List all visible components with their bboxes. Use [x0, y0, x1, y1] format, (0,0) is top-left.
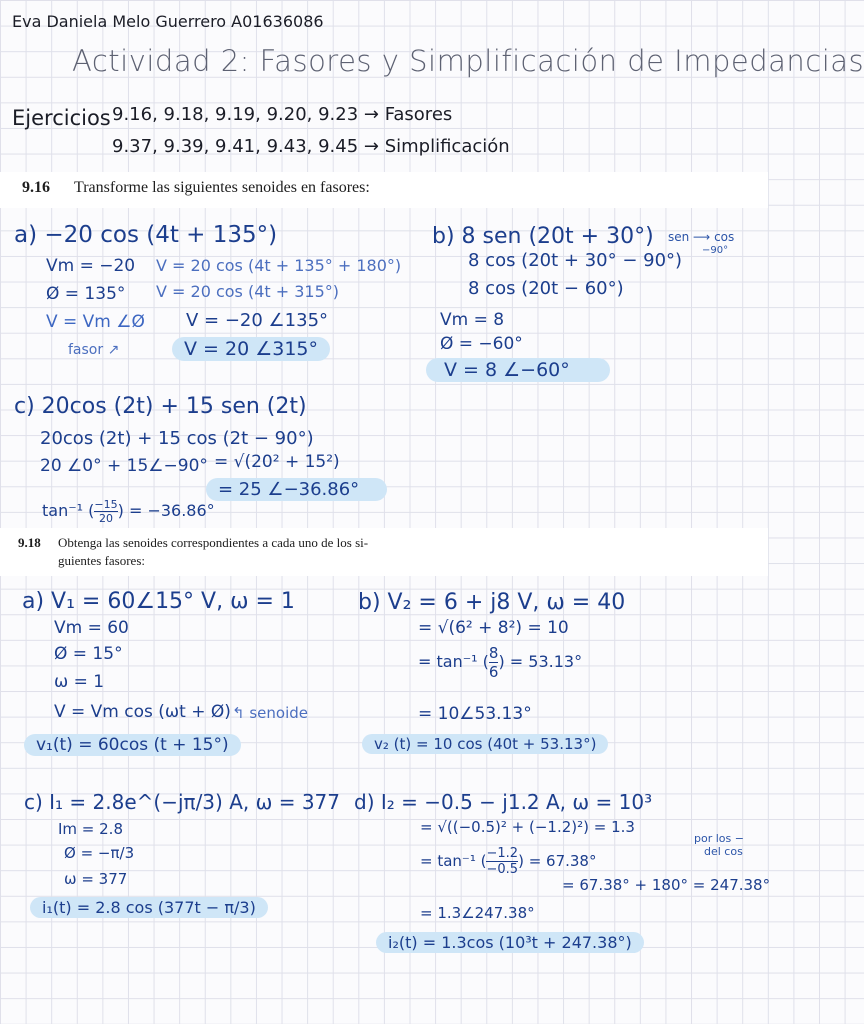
part-b-step1: 8 cos (20t + 30° − 90°)	[468, 250, 683, 271]
q918-c-phi: Ø = −π/3	[64, 844, 135, 862]
q918-b-result: v₂ (t) = 10 cos (40t + 53.13°)	[362, 734, 608, 754]
q918-c-result: i₁(t) = 2.8 cos (377t − π/3)	[30, 897, 268, 918]
part-a-step2: V = 20 cos (4t + 315°)	[156, 282, 340, 301]
q918-c-w: ω = 377	[64, 870, 128, 888]
tan-numerator: −1.2	[486, 846, 519, 861]
q918-c-header: c) I₁ = 2.8e^(−jπ/3) A, ω = 377	[24, 790, 340, 814]
exercises-line-simplificacion: 9.37, 9.39, 9.41, 9.43, 9.45 → Simplificación	[112, 136, 510, 157]
q918-c-im: Im = 2.8	[58, 820, 123, 838]
tan-result: = 53.13°	[509, 652, 583, 671]
q918-d-step3: = 67.38° + 180° = 247.38°	[562, 876, 771, 894]
problem-916-statement	[0, 172, 768, 208]
part-b-vm: Vm = 8	[440, 310, 505, 330]
part-b-result: V = 8 ∠−60°	[426, 358, 610, 382]
part-a-phi: Ø = 135°	[46, 284, 126, 304]
tan-numerator: −15	[94, 498, 118, 511]
part-a-result: V = 20 ∠315°	[172, 337, 330, 361]
por-los-note: por los −	[694, 832, 744, 845]
part-c-step3: = √(20² + 15²)	[214, 452, 340, 472]
part-b-header: b) 8 sen (20t + 30°)	[432, 224, 654, 249]
problem-918-statement	[0, 528, 768, 576]
problem-number: 9.16	[22, 179, 50, 196]
del-cos-note: del cos	[704, 845, 743, 858]
sen-to-cos-note: sen ⟶ cos	[668, 230, 735, 244]
q918-a-phi: Ø = 15°	[54, 644, 123, 664]
tan-fraction	[489, 644, 499, 681]
tan-result: = 67.38°	[528, 852, 597, 870]
tan-denominator: 6	[488, 663, 499, 681]
fasor-note: fasor ↗	[68, 342, 120, 358]
part-a-vm: Vm = −20	[46, 256, 136, 276]
senoide-note: ↰ senoide	[232, 704, 308, 722]
tan-prefix: tan⁻¹	[42, 501, 84, 520]
problem-statement-line2: guientes fasores:	[58, 553, 146, 568]
q918-d-header: d) I₂ = −0.5 − j1.2 A, ω = 10³	[354, 790, 653, 814]
part-c-step1: 20cos (2t) + 15 cos (2t − 90°)	[40, 428, 314, 449]
q918-d-step4: = 1.3∠247.38°	[420, 904, 535, 922]
tan-prefix: = tan⁻¹	[418, 652, 478, 671]
part-a-v1: V = −20 ∠135°	[186, 310, 329, 331]
q918-a-w: ω = 1	[54, 672, 105, 692]
exercises-line-fasores: 9.16, 9.18, 9.19, 9.20, 9.23 → Fasores	[112, 104, 453, 125]
problem-number: 9.18	[18, 535, 41, 550]
q918-a-vm: Vm = 60	[54, 618, 129, 638]
q918-b-step1: = √(6² + 8²) = 10	[418, 618, 569, 638]
part-a-header: a) −20 cos (4t + 135°)	[14, 222, 278, 248]
part-a-step1: V = 20 cos (4t + 135° + 180°)	[156, 256, 402, 275]
part-a-v-formula: V = Vm ∠Ø	[46, 312, 145, 332]
tan-prefix: = tan⁻¹	[420, 852, 476, 870]
problem-statement: Transforme las siguientes senoides en fasores:	[74, 179, 370, 196]
tan-fraction	[94, 498, 117, 525]
problem-statement-line1: Obtenga las senoides correspondientes a cada uno de los si-	[58, 535, 369, 550]
tan-fraction	[486, 846, 518, 877]
q918-a-result: v₁(t) = 60cos (t + 15°)	[24, 734, 241, 756]
part-c-step2: 20 ∠0° + 15∠−90°	[40, 456, 208, 476]
part-c-tan: tan⁻¹ ( $\frac{-15}{20}$ ) = −36.86°	[42, 498, 215, 525]
part-b-phi: Ø = −60°	[440, 334, 523, 354]
exercises-label: Ejercicios	[12, 106, 111, 130]
tan-denominator: 20	[94, 511, 117, 525]
page-title: Actividad 2: Fasores y Simplificación de Impedancias	[72, 44, 864, 78]
tan-result: = −36.86°	[128, 501, 215, 520]
q918-a-header: a) V₁ = 60∠15° V, ω = 1	[22, 589, 295, 614]
part-c-result: = 25 ∠−36.86°	[206, 478, 387, 501]
minus-90-note: −90°	[702, 245, 729, 256]
q918-d-step1: = √((−0.5)² + (−1.2)²) = 1.3	[420, 818, 635, 836]
tan-numerator: 8	[488, 644, 499, 662]
part-c-header: c) 20cos (2t) + 15 sen (2t)	[14, 394, 307, 419]
author-line: Eva Daniela Melo Guerrero A01636086	[12, 12, 324, 31]
tan-denominator: −0.5	[486, 862, 519, 877]
q918-d-result: i₂(t) = 1.3cos (10³t + 247.38°)	[376, 932, 644, 953]
part-b-step2: 8 cos (20t − 60°)	[468, 278, 624, 299]
q918-b-tan: = tan⁻¹ ( $\frac{8}{6}$ ) = 53.13°	[418, 644, 583, 681]
q918-b-step3: = 10∠53.13°	[418, 704, 532, 724]
q918-d-tan: = tan⁻¹ ( $\frac{-1.2}{-0.5}$ ) = 67.38°	[420, 846, 597, 877]
q918-b-header: b) V₂ = 6 + j8 V, ω = 40	[358, 590, 626, 615]
q918-a-v-formula: V = Vm cos (ωt + Ø)	[54, 702, 231, 722]
